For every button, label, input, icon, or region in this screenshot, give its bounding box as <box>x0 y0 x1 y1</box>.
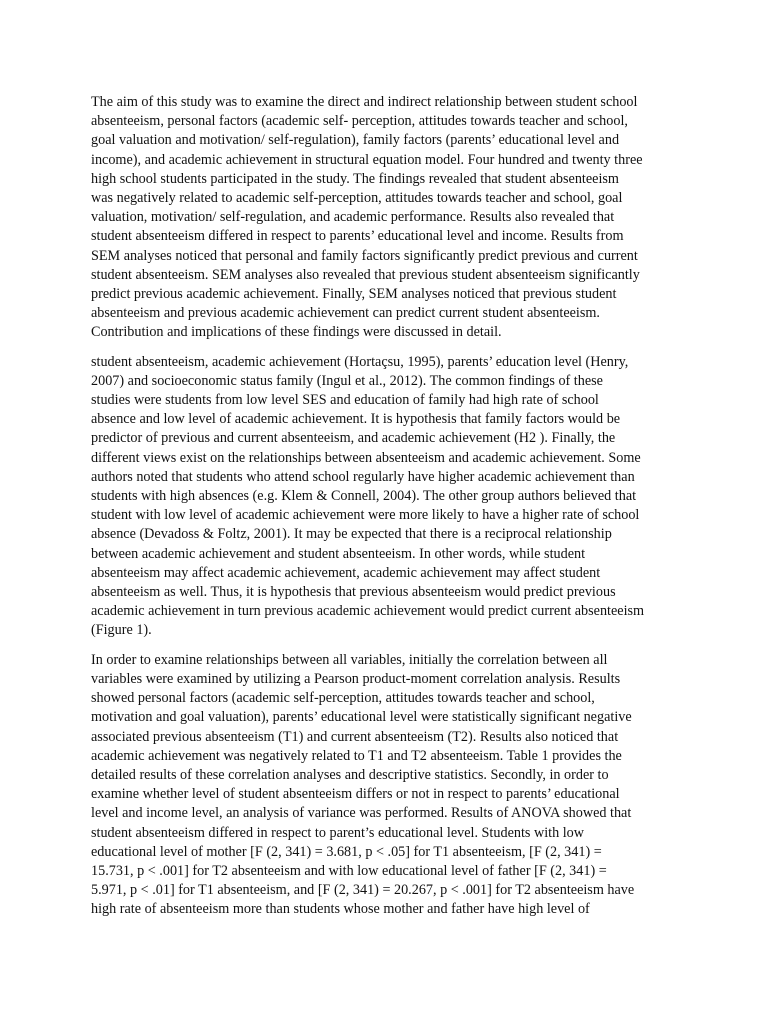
abstract-paragraph: The aim of this study was to examine the direct and indirect relationship between student school absenteeism, personal factors (academic self- perception, attitudes towards teacher and school, goal valuation and motivation/ self-regulation), family factors (parents’ educational level and income), and academic achievement in structural equation model. Four hundred and twenty three high school students participated in the study. The findings revealed that student absenteeism was negatively related to academic self-perception, attitudes towards teacher and school, goal valuation, motivation/ self-regulation, and academic performance. Results also revealed that student absenteeism differed in respect to parents’ educational level and income. Results from SEM analyses noticed that personal and family factors significantly predict previous and current student absenteeism. SEM analyses also revealed that previous student absenteeism significantly predict previous academic achievement. Finally, SEM analyses noticed that previous student absenteeism and previous academic achievement can predict current student absenteeism. Contribution and implications of these findings were discussed in detail. <box>91 94 643 341</box>
document-page <box>91 93 681 930</box>
results-paragraph: In order to examine relationships between all variables, initially the correlation between all variables were examined by utilizing a Pearson product-moment correlation analysis. Results showed personal factors (academic self-perception, attitudes towards teacher and school, motivation and goal valuation), parents’ educational level were statistically significant negative associated previous absenteeism (T1) and current absenteeism (T2). Results also noticed that academic achievement was negatively related to T1 and T2 absenteeism. Table 1 provides the detailed results of these correlation analyses and descriptive statistics. Secondly, in order to examine whether level of student absenteeism differs or not in respect to parents’ educational level and income level, an analysis of variance was performed. Results of ANOVA showed that student absenteeism differed in respect to parent’s educational level. Students with low educational level of mother [F (2, 341) = 3.681, p < .05] for T1 absenteeism, [F (2, 341) = 15.731, p < .001] for T2 absenteeism and with low educational level of father [F (2, 341) = 5.971, p < .01] for T1 absenteeism, and [F (2, 341) = 20.267, p < .001] for T2 absenteeism have high rate of absenteeism more than students whose mother and father have high level of <box>91 651 635 918</box>
hypothesis-paragraph: student absenteeism, academic achievement (Hortaçsu, 1995), parents’ education level (Henry, 2007) and socioeconomic status family (Ingul et al., 2012). The common findings of these studies were students from low level SES and education of family had high rate of school absence and low level of academic achievement. It is hypothesis that family factors would be predictor of previous and current absenteeism, and academic achievement (H2 ). Finally, the different views exist on the relationships between absenteeism and academic achievement. Some authors noted that students who attend school regularly have higher academic achievement than students with high absences (e.g. Klem & Connell, 2004). The other group authors believed that student with low level of academic achievement were more likely to have a higher rate of school absence (Devadoss & Foltz, 2001). It may be expected that there is a reciprocal relationship between academic achievement and student absenteeism. In other words, while student absenteeism may affect academic achievement, academic achievement may affect student absenteeism as well. Thus, it is hypothesis that previous absenteeism would predict previous academic achievement in turn previous academic achievement would predict current absenteeism (Figure 1). <box>91 353 645 639</box>
